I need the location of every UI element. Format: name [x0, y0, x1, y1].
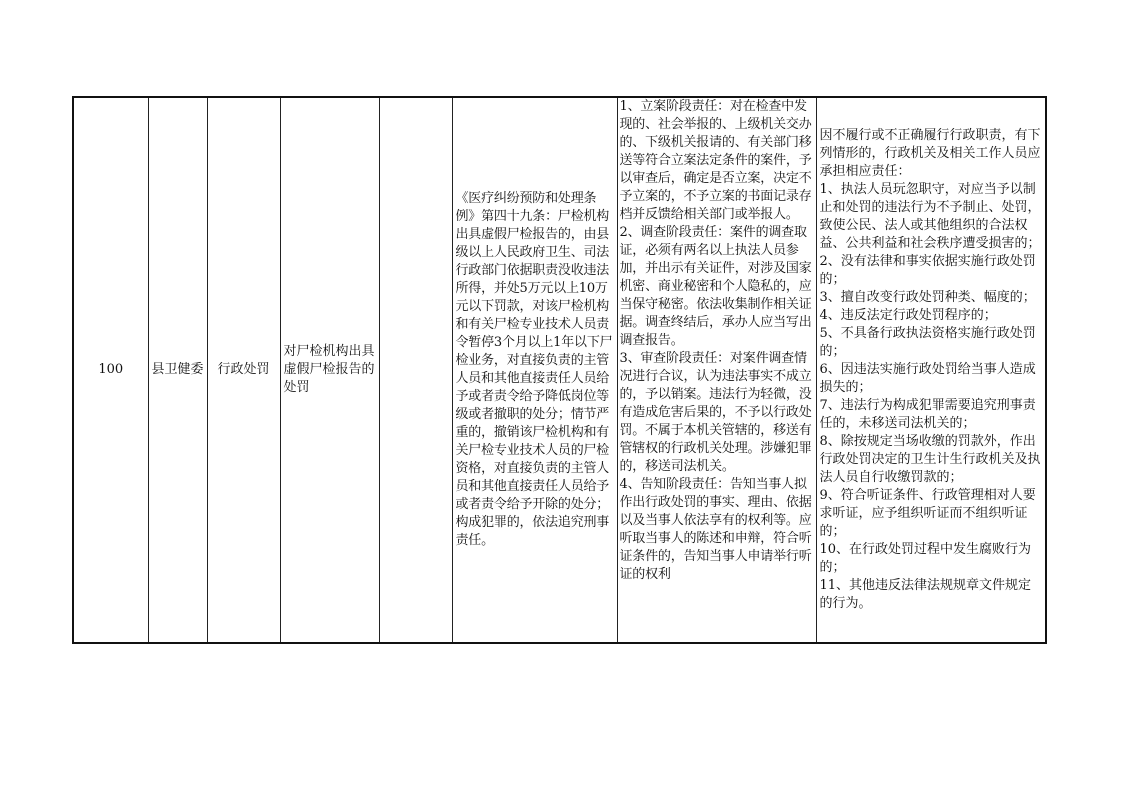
accountability-cell: [816, 97, 1046, 643]
legal-basis-text: 《医疗纠纷预防和处理条例》第四十九条：尸检机构出具虚假尸检报告的，由县级以上人民政府卫生、司法行政部门依据职责没收违法所得，并处5万元以上10万元以下罚款，对该尸检机构和有关尸检专业技术人员责令暂停3个月以上1年以下尸检业务，对直接负责的主管人员和其他直接责任人员给予或者责令给予降低岗位等级或者撤职的处分；情节严重的，撤销该尸检机构和有关尸检专业技术人员的尸检资格，对直接负责的主管人员和其他直接责任人员给予或者责令给予开除的处分；构成犯罪的，依法追究刑事责任。: [455, 191, 613, 548]
row-number: 100: [98, 362, 124, 377]
category-cell: [207, 97, 280, 643]
responsibility-cell: [617, 97, 816, 643]
department-name: 县卫健委: [151, 362, 204, 377]
item-name-cell: [280, 97, 379, 643]
power-item-name: 对尸检机构出具虚假尸检报告的处罚: [283, 344, 375, 395]
department-cell: [148, 97, 207, 643]
power-list-table: [72, 96, 1047, 644]
responsibility-text: 1、立案阶段责任：对在检查中发现的、社会举报的、上级机关交办的、下级机关报请的、有关部门移送等符合立案法定条件的案件，予以审查后，确定是否立案，决定不予立案的，不予立案的书面记录存档并反馈给相关部门或举报人。 2、调查阶段责任：案件的调查取证，必须有两名以上执法人员参加，并出示有关证件，对涉及国家机密、商业秘密和个人隐私的，应当保守秘密。依法收集制作相关证据。调查终结后，承办人应当写出调查报告。 3、审查阶段责任：对案件调查情况进行合议，认为违法事实不成立的，予以销案。违法行为轻微，没有造成危害后果的，不予以行政处罚。不属于本机关管辖的，移送有管辖权的行政机关处理。涉嫌犯罪的，移送司法机关。 4、告知阶段责任：告知当事人拟作出行政处罚的事实、理由、依据以及当事人依法享有的权利等。应听取当事人的陈述和申辩，符合听证条件的，告知当事人申请举行听证的权利: [619, 99, 812, 582]
sub-item-cell: [379, 97, 452, 643]
row-number-cell: [73, 97, 148, 643]
power-category: 行政处罚: [217, 362, 270, 377]
legal-basis-cell: [452, 97, 617, 643]
table-row: [73, 97, 1046, 643]
accountability-text: 因不履行或不正确履行行政职责，有下列情形的，行政机关及相关工作人员应承担相应责任： 1、执法人员玩忽职守，对应当予以制止和处罚的违法行为不予制止、处罚，致使公民、法人或其他组织的合法权益、公共利益和社会秩序遭受损害的； 2、没有法律和事实依据实施行政处罚的； 3、擅自改变行政处罚种类、幅度的； 4、违反法定行政处罚程序的； 5、不具备行政执法资格实施行政处罚的； 6、因违法实施行政处罚给当事人造成损失的； 7、违法行为构成犯罪需要追究刑事责任的，未移送司法机关的； 8、除按规定当场收缴的罚款外，作出行政处罚决定的卫生计生行政机关及执法人员自行收缴罚款的； 9、符合听证条件、行政管理相对人要求听证，应予组织听证而不组织听证的； 10、在行政处罚过程中发生腐败行为的； 11、其他违反法律法规规章文件规定的行为。: [819, 128, 1041, 611]
